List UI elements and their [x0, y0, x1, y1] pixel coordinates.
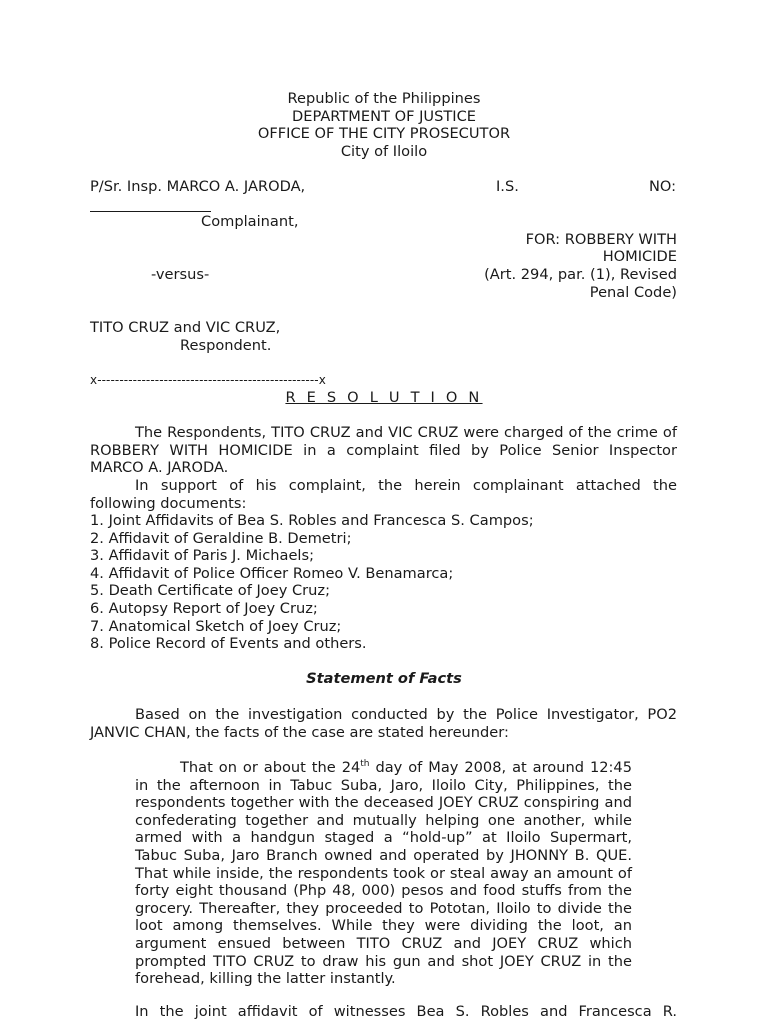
signature-line: [90, 211, 211, 212]
article-line-1: (Art. 294, par. (1), Revised: [484, 266, 677, 283]
document-item-8: 8. Police Record of Events and others.: [90, 635, 367, 652]
document-item-2: 2. Affidavit of Geraldine B. Demetri;: [90, 530, 352, 547]
facts-quote: That on or about the 24th day of May 2008, at around 12:45 in the afternoon in Tabuc Suba, Jaro, Iloilo City, Philippines, the respondents together with the deceased JOEY CRUZ conspiring and confederating together and mutually helping one another, while armed with a handgun staged a “hold-up” at Iloilo Supermart, Tabuc Suba, Jaro Branch owned and operated by JHONNY B. QUE. That while inside, the respondents took or steal away an amount of forty eight thousand (Php 48, 000) pesos and food stuffs from the grocery. Thereafter, they proceeded to Pototan, Iloilo to divide the loot among themselves. While they were dividing the loot, an argument ensued between TITO CRUZ and JOEY CRUZ which prompted TITO CRUZ to draw his gun and shot JOEY CRUZ in the forehead, killing the latter instantly.: [135, 759, 632, 988]
document-item-1: 1. Joint Affidavits of Bea S. Robles and Francesca S. Campos;: [90, 512, 534, 529]
facts-heading: Statement of Facts: [306, 670, 462, 687]
document-item-4: 4. Affidavit of Police Officer Romeo V. Benamarca;: [90, 565, 454, 582]
versus-label: -versus-: [151, 266, 210, 283]
document-item-5: 5. Death Certificate of Joey Cruz;: [90, 582, 330, 599]
intro-paragraph-2: In support of his complaint, the herein complainant attached the following documents:: [90, 477, 677, 512]
header-republic: Republic of the Philippines: [287, 90, 481, 107]
no-label: NO:: [649, 178, 677, 195]
charge-line-2: HOMICIDE: [602, 248, 677, 265]
header-department: DEPARTMENT OF JUSTICE: [292, 108, 476, 125]
resolution-title: R E S O L U T I O N: [285, 389, 483, 406]
complainant-name: P/Sr. Insp. MARCO A. JARODA,: [90, 178, 306, 195]
respondents-name: TITO CRUZ and VIC CRUZ,: [90, 319, 281, 336]
header-city: City of Iloilo: [340, 143, 428, 160]
caption-divider: x--------------------------------------------------x: [90, 373, 326, 387]
document-item-6: 6. Autopsy Report of Joey Cruz;: [90, 600, 318, 617]
is-label: I.S.: [496, 178, 519, 195]
complainant-role: Complainant,: [201, 213, 299, 230]
facts-intro: Based on the investigation conducted by the Police Investigator, PO2 JANVIC CHAN, the facts of the case are stated hereunder:: [90, 706, 677, 741]
document-item-3: 3. Affidavit of Paris J. Michaels;: [90, 547, 315, 564]
charge-line-1: FOR: ROBBERY WITH: [525, 231, 677, 248]
article-line-2: Penal Code): [589, 284, 677, 301]
facts-affidavit-line: In the joint affidavit of witnesses Bea S. Robles and Francesca R.: [135, 1003, 677, 1020]
document-item-7: 7. Anatomical Sketch of Joey Cruz;: [90, 618, 342, 635]
intro-paragraph-1: The Respondents, TITO CRUZ and VIC CRUZ were charged of the crime of ROBBERY WITH HOMICIDE in a complaint filed by Police Senior Inspector MARCO A. JARODA.: [90, 424, 677, 477]
header-office: OFFICE OF THE CITY PROSECUTOR: [257, 125, 511, 142]
respondent-role: Respondent.: [180, 337, 272, 354]
